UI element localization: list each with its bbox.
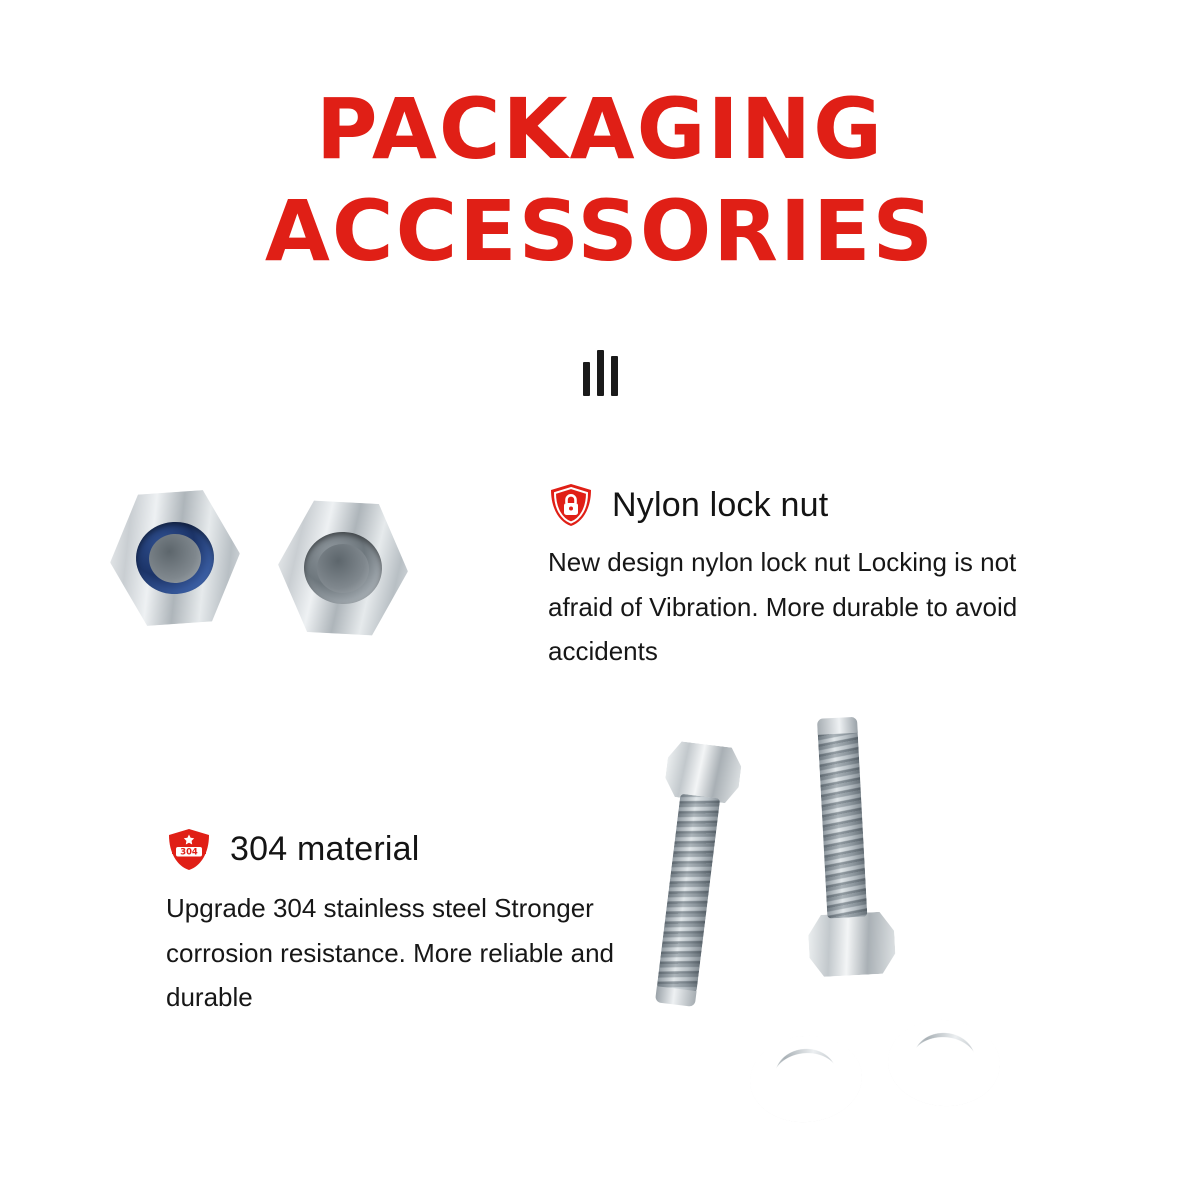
flat-washers-photo: [750, 1018, 1000, 1128]
feature-304-material: [166, 826, 676, 1020]
nylon-lock-nuts-photo: [110, 470, 450, 670]
flat-washer-left: [746, 1031, 865, 1126]
feature-description: Upgrade 304 stainless steel Stronger corrosion resistance. More reliable and durable: [166, 893, 614, 1013]
nylon-lock-nut-right: [274, 495, 411, 642]
feature-header: [548, 482, 1088, 528]
bars-divider-icon: [0, 340, 1200, 396]
bolt-threaded-shank: [817, 725, 867, 919]
feature-nylon-lock-nut: [548, 482, 1088, 674]
divider-bar-2: [597, 350, 604, 396]
bolt-hex-head: [807, 911, 896, 977]
feature-description: New design nylon lock nut Locking is not afraid of Vibration. More durable to avoid accidents: [548, 547, 1018, 667]
feature-header: [166, 826, 676, 872]
page-title-line-1: PACKAGING: [315, 80, 885, 178]
nylon-lock-nut-left: [105, 484, 244, 633]
feature-title: 304 material: [230, 829, 420, 868]
shield-lock-icon: [548, 482, 594, 528]
page-title-line-2: ACCESSORIES: [264, 182, 936, 281]
shield-304-icon: [166, 826, 212, 872]
divider-bar-1: [583, 362, 590, 396]
feature-title: Nylon lock nut: [612, 485, 829, 524]
bolt-hex-head: [663, 740, 743, 805]
divider-bar-3: [611, 356, 618, 396]
badge-304-text: 304: [180, 846, 198, 857]
bolt-tip: [817, 717, 858, 735]
page-title: [0, 78, 1200, 283]
flat-washer-right: [885, 1016, 1003, 1110]
hex-bolts-photo: [660, 720, 980, 1020]
